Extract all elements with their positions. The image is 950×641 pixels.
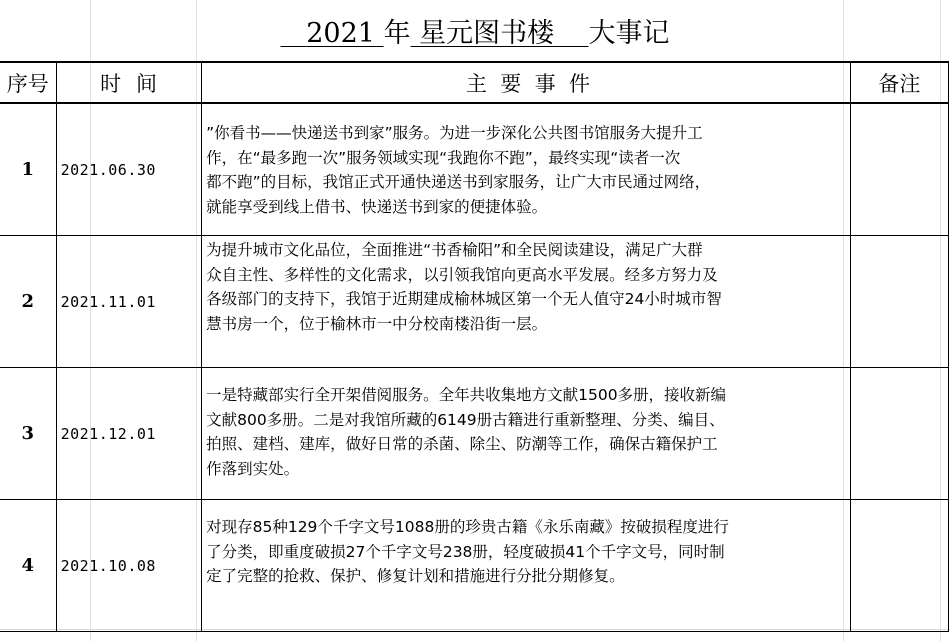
table-row [0,103,949,236]
row-date[interactable]: 2021.11.01 [56,236,202,368]
header-index[interactable]: 序号 [0,62,56,103]
row-date[interactable]: 2021.06.30 [56,103,202,236]
event-line: 慧书房一个，位于榆林市一中分校南楼沿街一层。 [206,314,548,333]
header-note[interactable]: 备注 [850,62,948,103]
row-index[interactable]: 4 [0,500,56,632]
event-line: 了分类，即重度破损27个千字文号238册，轻度破损41个千字文号，同时制 [206,542,725,561]
header-row [0,62,949,103]
title-suffix: 大事记 [588,18,670,49]
row-note[interactable] [850,500,948,632]
event-line: 都不跑”的目标，我馆正式开通快递送书到家服务，让广大市民通过网络， [206,173,711,191]
row-note[interactable] [850,368,948,500]
page-title [0,14,950,54]
row-event[interactable] [202,236,851,368]
event-line: 一是特藏部实行全开架借阅服务。全年共收集地方文献1500多册，接收新编 [206,386,727,404]
row-event[interactable] [202,368,851,500]
event-line: 定了完整的抢救、保护、修复计划和措施进行分批分期修复。 [206,567,625,585]
row-note[interactable] [850,236,948,368]
event-line: 各级部门的支持下，我馆于近期建成榆林城区第一个无人值守24小时城市智 [206,290,722,308]
header-event[interactable]: 主 要 事 件 [202,62,851,103]
row-date[interactable]: 2021.10.08 [56,500,202,632]
event-line: 众自主性、多样性的文化需求，以引领我馆向更高水平发展。经多方努力及 [206,265,718,284]
title-org: 星元图书楼 [419,18,555,49]
table-row [0,236,949,368]
event-line: 对现存85种129个千字文号1088册的珍贵古籍《永乐南藏》按破损程度进行 [206,518,729,536]
title-org-underlined [411,18,589,49]
title-year: 2021 [306,18,375,49]
row-note[interactable] [850,103,948,236]
title-year-suffix: 年 [383,18,411,49]
event-line: 为提升城市文化品位，全面推进“书香榆阳”和全民阅读建设，满足广大群 [206,241,703,259]
event-line: 文献800多册。二是对我馆所藏的6149册古籍进行重新整理、分类、编目、 [206,410,725,429]
row-event[interactable] [202,500,851,632]
event-line: ”你看书——快递送书到家”服务。为进一步深化公共图书馆服务大提升工 [206,124,703,142]
header-time[interactable]: 时 间 [56,62,202,103]
event-line: 拍照、建档、建库，做好日常的杀菌、除尘、防潮等工作，确保古籍保护工 [206,435,718,453]
row-index[interactable]: 1 [0,103,56,236]
table-row [0,500,949,632]
events-table [0,61,949,632]
row-index[interactable]: 3 [0,368,56,500]
row-date[interactable]: 2021.12.01 [56,368,202,500]
row-event[interactable] [202,103,851,236]
table-row [0,368,949,500]
event-line: 作落到实处。 [206,459,300,478]
title-year-underlined [281,18,384,49]
event-line: 作，在“最多跑一次”服务领域实现“我跑你不跑”，最终实现“读者一次 [206,148,681,167]
event-line: 就能享受到线上借书、快递送书到家的便捷体验。 [206,197,548,216]
row-index[interactable]: 2 [0,236,56,368]
